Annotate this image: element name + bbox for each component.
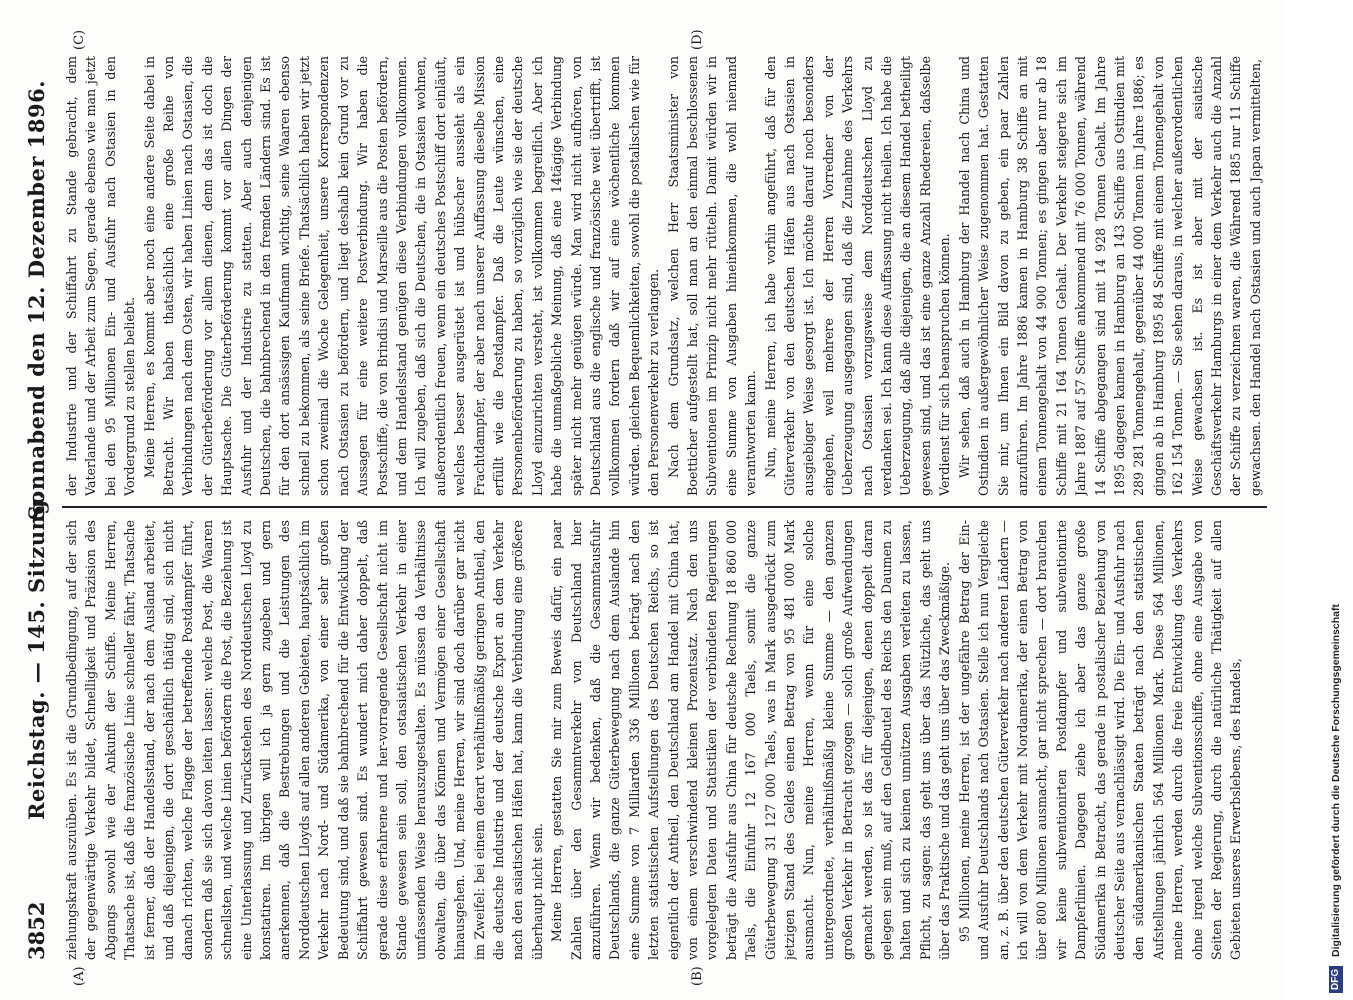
paragraph: Nun, meine Herren, ich habe vorhin angeführt, daß für den Güterverkehr von den deutschen Häfen aus nach Ostasien in ausgiebiger Weise gesorgt ist. Ich möchte darauf noch besonders eingehen, weil mehrere der Herren Vorredner von der Ueberzeugung ausgegangen sind, daß die Zunahme des Verkehrs nach Ostasien vorzugsweise dem Norddeutschen Lloyd zu verdanken sei. Ich kann diese Auffassung nicht theilen. Ich habe die Ueberzeugung, daß alle diejenigen, die an diesem Handel betheiligt gewesen sind, und das ist eine ganze Anzahl Rhedereien, daßselbe Verdienst für sich beanspruchen können. bbox=[762, 56, 953, 496]
right-column bbox=[62, 56, 1267, 496]
session-date: Sonnabend den 12. Dezember 1896. bbox=[24, 80, 49, 521]
margin-mark-c: (C) bbox=[72, 29, 87, 50]
digitization-text: Digitalisierung gefördert durch die Deutsche Forschungsgemeinschaft bbox=[1330, 603, 1342, 957]
margin-mark-a: (A) bbox=[72, 966, 87, 986]
left-column bbox=[62, 520, 1267, 960]
margin-mark-d: (D) bbox=[690, 29, 705, 50]
session-title: Reichstag. — 145. Sitzung. bbox=[24, 491, 49, 820]
running-header bbox=[18, 40, 58, 960]
paragraph: Meine Herren, es kommt aber noch eine andere Seite dabei in Betracht. Wir haben thatsächlich eine große Reihe von Verbindungen nach dem Osten, wir haben Linien nach Ostasien, die der Güterbeförderung vor allem dienen, denn das ist doch die Hauptsache. Die Güterbeförderung kommt vor allen Dingen der Ausfuhr und der Industrie zu statten. Aber auch denjenigen Deutschen, die bahnbrechend in den fremden Ländern sind. Es ist für den dort ansässigen Kaufmann wichtig, seine Waaren ebenso schnell zu bekommen, als seine Briefe. Thatsächlich haben wir jetzt schon zweimal die Woche Gelegenheit, unsere Korrespondenzen nach Ostasien zu befördern, und liegt deshalb kein Grund vor zu Aussagen für eine weitere Postverbindung. Wir haben die Postschiffe, die von Brindisi und Marseille aus die Posten befördern, und dem Handelsstand genügen diese Verbindungen vollkommen. Ich will zugeben, daß sich die Deutschen, die in Ostasien wohnen, außerordentlich freuen, wenn ein deutsches Postschiff dort einläuft, welches besser ausgerüstet ist und hübscher aussieht als ein Frachtdampfer, der aber nach unserer Auffassung dieselbe Mission erfüllt wie die Postdampfer. Daß die Leute wünschen, eine Personenbeförderung zu haben, so vorzüglich wie sie der deutsche Lloyd einzurichten versteht, ist vollkommen begreiflich. Aber ich habe die unmaßgebliche Meinung, daß eine 14tägige Verbindung später nicht mehr genügen würde. Man wird nicht aufhören, von Deutschland aus die englische und französische weit übertrifft, ist vollkommen fordern daß wir auf eine wöchentliche kommen würden. gleichen Bequemlichkeiten, sowohl die postalischen wie für den Personenverkehr zu verlangen. bbox=[141, 56, 662, 496]
paragraph: 95 Millionen, meine Herren, ist der ungefähre Betrag der Ein- und Ausfuhr Deutschlands nach Ostasien. Stelle ich nun Vergleiche an, z. B. über den deutschen Güterverkehr nach anderen Ländern — ich will von dem Verkehr mit Nordamerika, der einen Betrag von über 800 Millionen ausmacht, gar nicht sprechen — dort brauchen wir keine subventionirten Postdampfer und subventionirte Dampferlinien. Dagegen ziehe ich aber das ganze große Südamerika in Betracht, das gerade in postalischer Beziehung von deutscher Seite aus vernachlässigt wird. Die Ein- und Ausfuhr nach den südamerikanischen Staaten beträgt nach den statistischen Aufstellungen jährlich 564 Millionen Mark. Diese 564 Millionen, meine Herren, werden durch die freie Entwicklung des Verkehrs ohne irgend welche Subventionsschiffe, ohne eine Ausgabe von Seiten der Regierung, durch die natürliche Thätigkeit auf allen Gebieten unseres Erwerbslebens, des Handels, bbox=[956, 520, 1244, 960]
paragraph: Nach dem Grundsatz, welchen Herr Staatsminister von Boetticher aufgestellt hat, soll man an den einmal beschlossenen Subventionen im Prinzip nicht mehr rütteln. Damit würden wir in eine Summe von Ausgaben hineinkommen, die wohl niemand verantworten kann. bbox=[665, 56, 759, 496]
paragraph: der Industrie und der Schiffahrt zu Stande gebracht, dem Vaterlande und der Arbeit zum Segen, gerade ebenso wie man jetzt bei den 95 Millionen Ein- und Ausfuhr nach Ostasien in den Vordergrund zu stellen beliebt. bbox=[64, 56, 138, 496]
margin-mark-b: (B) bbox=[690, 966, 705, 986]
paragraph: Meine Herren, gestatten Sie mir zum Beweis dafür, ein paar Zahlen über den Gesammtverkehr von Deutschland hier anzuführen. Wenn wir bedenken, daß die Gesammtausfuhr Deutschlands, die ganze Güterbewegung nach dem Auslande hin eine Summe von 7 Milliarden 336 Millionen beträgt nach den letzten statistischen Aufstellungen des Deutschen Reichs, so ist eigentlich der Antheil, den Deutschland am Handel mit China hat, von einem verschwindend kleinen Prozentsatz. Nach den uns vorgelegten Daten und Statistiken der verbündeten Regierungen beträgt die Ausfuhr aus China für deutsche Rechnung 18 860 000 Taels, die Einfuhr 12 167 000 Taels, somit die ganze Güterbewegung 31 127 000 Taels, was in Mark ausgedrückt zum jetzigen Stand des Geldes einen Betrag von 95 481 000 Mark ausmacht. Nun, meine Herren, wenn für eine solche untergeordnete, verhältnißmäßig kleine Summe — den ganzen großen Verkehr in Betracht gezogen — solch große Aufwendungen gemacht werden, so ist das für diejenigen, denen doppelt daran gelegen sein muß, auf den Geldbeutel des Reichs den Daumen zu halten und sich zu keinen unnützen Ausgaben verleiten zu lassen, Pflicht, zu sagen: das geht uns über das Nützliche, das geht uns über das Praktische und das geht uns über das Zweckmäßige. bbox=[549, 520, 953, 960]
column-divider bbox=[62, 507, 1267, 509]
digitization-note bbox=[1325, 8, 1351, 993]
page-number: 3852 bbox=[24, 901, 49, 960]
paragraph: ziehungskraft auszuüben. Es ist die Grundbedingung, auf der sich der gegenwärtige Verkehr bildet, Schnelligkeit und Präzision des Abgangs sowohl wie der Ankunft der Schiffe. Meine Herren, Thatsache ist, daß die französische Linie schneller fährt; Thatsache ist ferner, daß der Handelsstand, der nach dem Ausland arbeitet, und daß diejenigen, die dort geschäftlich thätig sind, sich nicht danach richten, welche Flagge der betreffende Postdampfer führt, sondern daß sie sich davon leiten lassen: welche Post, die Waaren schnellsten, und welche Linien befördern die Post, die Beziehung ist eine Unterlassung und Zurückstehen des Norddeutschen Lloyd zu konstatiren. Im übrigen will ich ja gern zugeben und gern anerkennen, daß die Bestrebungen und die Leistungen des Norddeutschen Lloyds auf allen anderen Gebieten, hauptsächlich im Verkehr nach Nord- und Südamerika, von einer sehr großen Bedeutung sind, und daß sie bahnbrechend für die Entwicklung der Schiffahrt gewesen sind. Es wundert mich daher doppelt, daß gerade diese erfahrene und her-vorragende Gesellschaft nicht im Stande gewesen sein soll, den ostasiatischen Verkehr in einer umfassenden Weise herauszugestalten. Es müssen da Verhältnisse obwalten, die über das Können und Vermögen einer Gesellschaft hinausgehen. Und, meine Herren, wir sind doch darüber gar nicht im Zweifel: bei einem derart verhältnißmäßig geringen Antheil, den die deutsche Industrie und der deutsche Export an dem Verkehr nach den asiatischen Häfen hat, kann die Verbindung eine größere überhaupt nicht sein. bbox=[64, 520, 545, 960]
dfg-logo: DFG bbox=[1329, 966, 1343, 993]
paragraph: Wir sehen, daß auch in Hamburg der Handel nach China und Ostindien in außergewöhnlicher Weise zugenommen hat. Gestatten Sie mir, um Ihnen ein Bild davon zu geben, ein paar Zahlen anzuführen. Im Jahre 1886 kamen in Hamburg 38 Schiffe an mit einem Tonnengehalt von 44 900 Tonnen; es gingen aber nur ab 18 Schiffe mit 21 164 Tonnen Gehalt. Der Verkehr steigerte sich im Jahre 1887 auf 57 Schiffe ankommend mit 76 000 Tonnen, während 14 Schiffe abgegangen sind mit 14 928 Tonnen Gehalt. Im Jahre 1895 dagegen kamen in Hamburg an 143 Schiffe aus Ostindien mit 289 281 Tonnengehalt, gegenüber 44 000 Tonnen im Jahre 1886; es gingen ab in Hamburg 1895 84 Schiffe mit einem Tonnengehalt von 162 154 Tonnen. — Sie sehen daraus, in welcher außerordentlichen Weise gewachsen ist. Es ist aber mit der asiatische Geschäftsverkehr Hamburgs in einer dem Verkehr auch die Anzahl der Schiffe zu verzeichnen waren, die Während 1885 nur 11 Schiffe gewachsen. den Handel nach Ostasien und auch Japan vermittelten, bbox=[956, 56, 1263, 496]
